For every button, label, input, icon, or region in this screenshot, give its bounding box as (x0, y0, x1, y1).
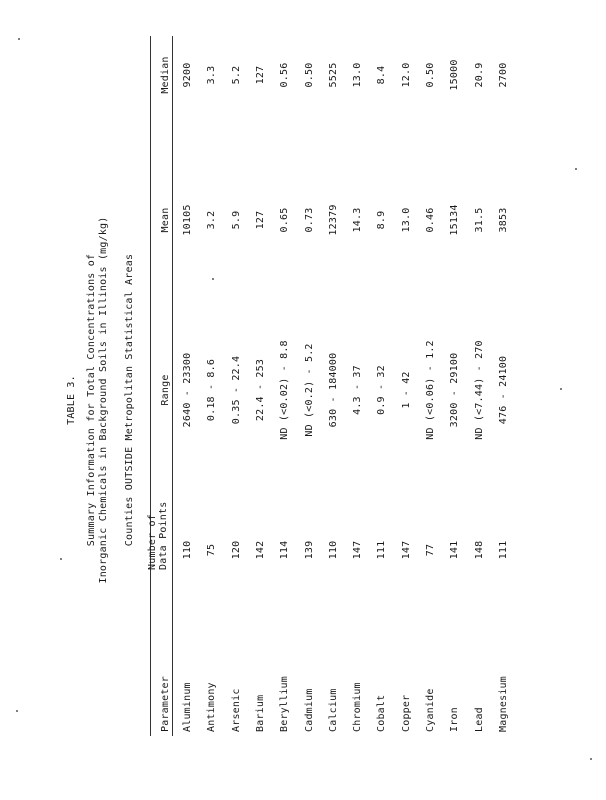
cell-median: 0.50 (425, 62, 436, 88)
table-row (425, 0, 441, 800)
cell-mean: 5.9 (230, 210, 242, 230)
table-row (352, 0, 368, 800)
table-caption: Counties OUTSIDE Metropolitan Statistical Areas (124, 253, 135, 547)
cell-range: 3200 - 29100 (449, 352, 461, 428)
cell-parameter: Calcium (327, 688, 339, 732)
cell-data-points: 139 (303, 540, 315, 560)
cell-parameter: Arsenic (230, 688, 242, 732)
table-row (376, 0, 392, 800)
cell-parameter: Barium (254, 694, 266, 732)
table-row (279, 0, 295, 800)
cell-data-points: 120 (230, 540, 242, 560)
cell-data-points: 147 (400, 540, 412, 560)
header-data-points-line-2: Data Points (158, 501, 169, 570)
cell-data-points: 147 (352, 540, 364, 560)
cell-range: 4.3 - 37 (352, 365, 364, 415)
header-parameter: Parameter (160, 676, 171, 732)
cell-data-points: 110 (327, 540, 339, 560)
cell-median: 3.3 (206, 65, 218, 85)
cell-parameter: Beryllium (279, 676, 291, 732)
header-data-points-line-1: Number of (147, 514, 158, 570)
scan-speck (212, 278, 214, 280)
cell-parameter: Cyanide (425, 688, 436, 732)
cell-mean: 0.65 (279, 207, 291, 233)
scan-speck (60, 558, 62, 560)
cell-mean: 13.0 (400, 207, 412, 233)
cell-range: ND (<0.02) - 8.8 (279, 340, 291, 440)
cell-mean: 15134 (449, 204, 461, 236)
cell-median: 2700 (497, 62, 509, 88)
cell-range: 1 - 42 (400, 371, 412, 409)
cell-range: 476 - 24100 (497, 355, 509, 425)
cell-range: ND (<0.2) - 5.2 (303, 343, 315, 437)
cell-parameter: Aluminum (182, 682, 193, 732)
scan-speck (575, 168, 577, 170)
table-row (182, 0, 198, 800)
cell-range: ND (<7.44) - 270 (473, 340, 485, 440)
table-row (231, 0, 247, 800)
cell-median: 0.56 (279, 62, 291, 88)
scan-speck (560, 388, 562, 390)
cell-mean: 8.9 (376, 210, 388, 230)
table-row (498, 0, 514, 800)
cell-parameter: Lead (473, 707, 485, 732)
cell-mean: 3853 (497, 207, 509, 233)
header-median: Median (160, 56, 171, 94)
header-mean: Mean (160, 207, 171, 233)
header-range: Range (160, 374, 171, 406)
scan-speck (16, 710, 18, 712)
cell-mean: 12379 (327, 204, 339, 236)
scan-speck (590, 758, 592, 760)
header-data-points (147, 501, 169, 570)
cell-parameter: Cadmium (303, 688, 315, 732)
cell-data-points: 148 (473, 540, 485, 560)
cell-median: 13.0 (352, 62, 364, 88)
cell-median: 5525 (327, 62, 339, 88)
cell-mean: 127 (254, 210, 266, 230)
table-row (401, 0, 417, 800)
header-bottom-rule (172, 36, 173, 736)
table-row (328, 0, 344, 800)
cell-median: 15000 (449, 59, 461, 91)
cell-mean: 3.2 (206, 210, 218, 230)
cell-mean: 10105 (182, 204, 193, 236)
cell-range: 0.35 - 22.4 (230, 355, 242, 425)
cell-range: 2640 - 23300 (182, 352, 193, 428)
cell-mean: 0.46 (425, 207, 436, 233)
cell-data-points: 142 (254, 540, 266, 560)
cell-parameter: Chromium (352, 682, 364, 732)
cell-range: 630 - 184000 (327, 352, 339, 428)
cell-median: 5.2 (230, 65, 242, 85)
cell-mean: 0.73 (303, 207, 315, 233)
cell-data-points: 110 (182, 540, 193, 560)
cell-median: 9200 (182, 62, 193, 88)
cell-range: ND (<0.06) - 1.2 (425, 340, 436, 440)
cell-data-points: 111 (497, 540, 509, 560)
cell-range: 0.18 - 8.6 (206, 358, 218, 422)
cell-median: 20.9 (473, 62, 485, 88)
cell-data-points: 77 (425, 543, 436, 557)
cell-range: 22.4 - 253 (254, 358, 266, 422)
table-row (255, 0, 271, 800)
cell-parameter: Copper (400, 694, 412, 732)
cell-parameter: Antimony (206, 682, 218, 732)
cell-parameter: Magnesium (497, 676, 509, 732)
table-row (304, 0, 320, 800)
cell-mean: 14.3 (352, 207, 364, 233)
table-row (474, 0, 490, 800)
table-row (206, 0, 222, 800)
cell-data-points: 111 (376, 540, 388, 560)
table-number: TABLE 3. (66, 375, 77, 425)
table-row (449, 0, 465, 800)
cell-data-points: 141 (449, 540, 461, 560)
cell-mean: 31.5 (473, 207, 485, 233)
cell-median: 127 (254, 65, 266, 85)
cell-data-points: 75 (206, 543, 218, 557)
table-title-line-2: Inorganic Chemicals in Background Soils in Illinois (mg/kg) (98, 216, 109, 584)
scan-speck (18, 38, 20, 40)
cell-parameter: Iron (449, 707, 461, 732)
header-top-rule (150, 36, 151, 736)
cell-range: 0.9 - 32 (376, 365, 388, 415)
cell-data-points: 114 (279, 540, 291, 560)
cell-median: 0.50 (303, 62, 315, 88)
table-title-line-1: Summary Information for Total Concentrations of (86, 253, 97, 547)
cell-median: 12.0 (400, 62, 412, 88)
cell-median: 8.4 (376, 65, 388, 85)
cell-parameter: Cobalt (376, 694, 388, 732)
